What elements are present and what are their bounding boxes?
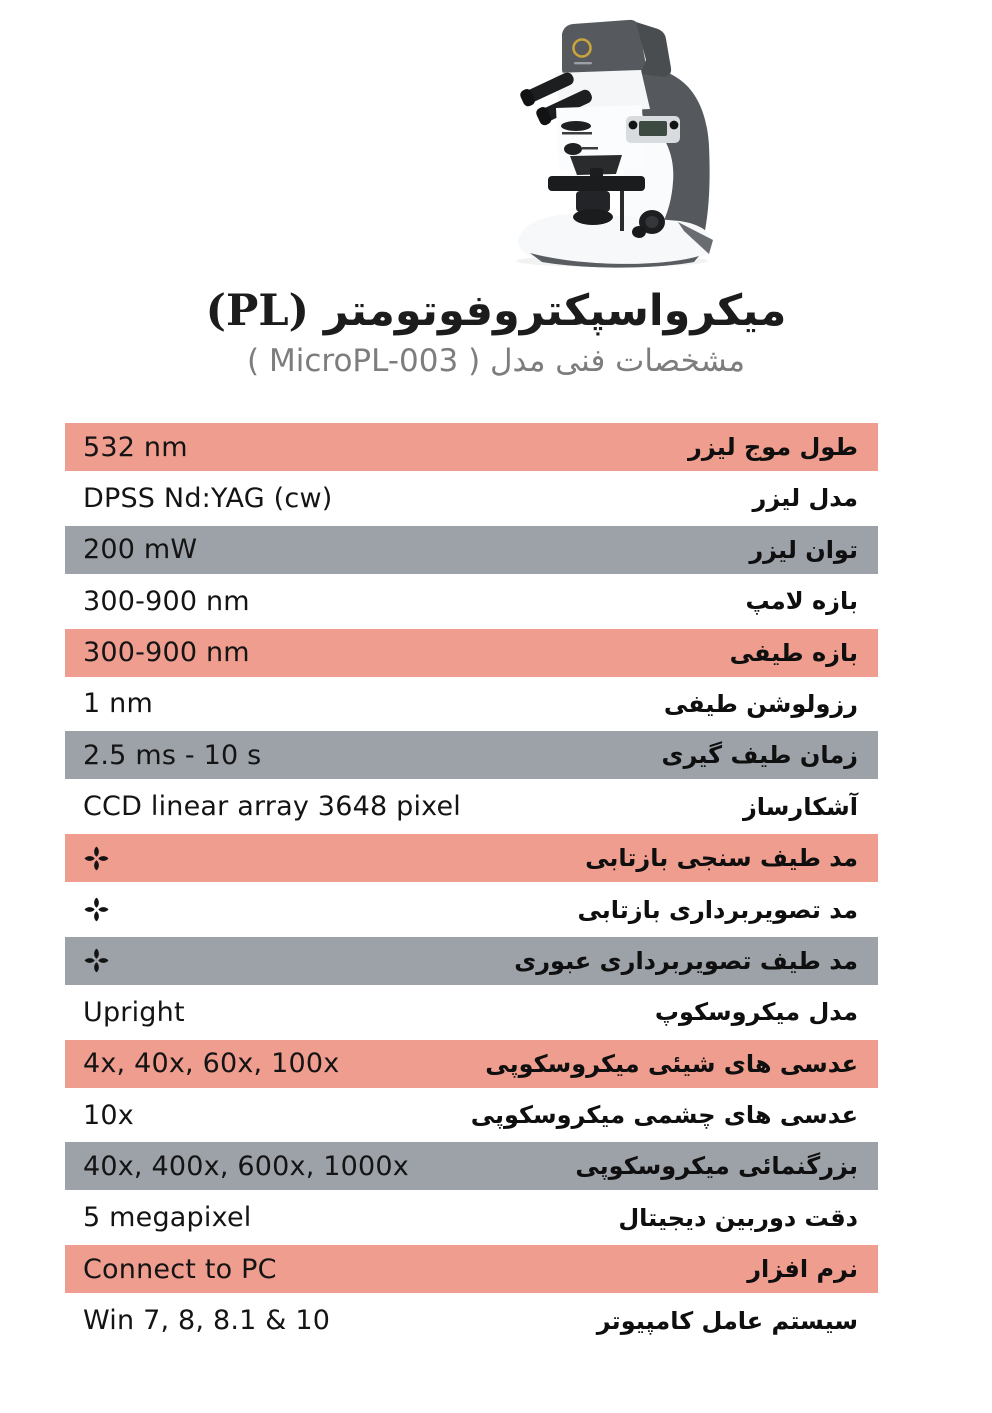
focus-knob-inner (646, 216, 659, 228)
knob-small (564, 143, 582, 155)
spec-row (65, 731, 878, 779)
spec-label: رزولوشن طیفی (663, 689, 858, 718)
spec-value-cell (83, 896, 110, 923)
spec-value-cell (83, 997, 185, 1028)
spec-row (65, 834, 878, 882)
spec-label: بازه طیفی (729, 638, 858, 667)
spec-value: 300-900 nm (83, 637, 250, 669)
stage (548, 176, 645, 191)
spec-row (65, 1142, 878, 1190)
spec-value-cell (83, 1305, 330, 1336)
condenser-knob (573, 209, 613, 225)
spec-value: 10x (83, 1099, 134, 1131)
spec-label: آشکارساز (742, 792, 858, 821)
spec-label: بازه لامپ (745, 587, 858, 616)
spec-row (65, 474, 878, 522)
spec-label: مد طیف سنجی بازتابی (585, 844, 858, 873)
spec-value-cell (83, 1048, 339, 1079)
spec-label: عدسی های شیئی میکروسکوپی (485, 1049, 858, 1078)
spec-row (65, 886, 878, 934)
spec-label: سیستم عامل کامپیوتر (596, 1306, 858, 1335)
spec-table (65, 423, 878, 1348)
product-image (500, 14, 720, 270)
spec-row (65, 423, 878, 471)
lcd-panel (626, 116, 680, 143)
spec-label: دقت دوربین دیجیتال (618, 1203, 858, 1232)
spec-row (65, 1194, 878, 1242)
spec-value-cell (83, 1151, 409, 1182)
spec-row (65, 988, 878, 1036)
spec-label: مدل میکروسکوپ (654, 998, 858, 1027)
spec-value-cell (83, 483, 332, 514)
spec-row (65, 680, 878, 728)
spec-value-cell (83, 637, 250, 668)
spec-value: 40x, 400x, 600x, 1000x (83, 1150, 409, 1182)
four-petal-asterisk-icon (83, 947, 110, 974)
upright-microscope-image (500, 14, 720, 270)
spec-row (65, 1297, 878, 1345)
spec-row (65, 1091, 878, 1139)
spec-value-cell (83, 947, 110, 974)
spec-row (65, 937, 878, 985)
stage-rod (620, 191, 624, 231)
spec-row (65, 629, 878, 677)
condenser (576, 191, 610, 212)
four-petal-asterisk-icon (83, 845, 110, 872)
spec-label: مد طیف تصویربرداری عبوری (514, 946, 858, 975)
spec-value-cell (83, 432, 188, 463)
spec-value: 200 mW (83, 534, 198, 566)
spec-value: CCD linear array 3648 pixel (83, 791, 462, 823)
fine-focus-knob (632, 226, 646, 238)
spec-label: توان لیزر (749, 535, 858, 564)
spec-row (65, 1245, 878, 1293)
spec-value-cell (83, 586, 250, 617)
spec-value-cell (83, 1254, 277, 1285)
spec-row (65, 1040, 878, 1088)
spec-value: Upright (83, 996, 185, 1028)
spec-value-cell (83, 1202, 251, 1233)
spec-value: 2.5 ms - 10 s (83, 739, 262, 771)
spec-value: Connect to PC (83, 1253, 277, 1285)
spec-value: DPSS Nd:YAG (cw) (83, 482, 333, 514)
spec-value-cell (83, 845, 110, 872)
spec-value: 300-900 nm (83, 585, 250, 617)
spec-label: طول موج لیزر (688, 433, 858, 461)
spec-value: Win 7, 8, 8.1 & 10 (83, 1305, 331, 1337)
spec-value-cell (83, 534, 197, 565)
spec-value-cell (83, 688, 153, 719)
header (0, 282, 992, 382)
spec-value: 532 nm (83, 431, 188, 463)
page-title: میکرواسپکتروفوتومتر (PL) (205, 286, 787, 336)
spec-label: بزرگنمائی میکروسکوپی (575, 1152, 858, 1181)
knob (561, 121, 591, 131)
spec-value: 4x, 40x, 60x, 100x (83, 1048, 340, 1080)
spec-value: 5 megapixel (83, 1202, 252, 1234)
page-subtitle: مشخصات فنی مدل ( MicroPL-003 ) (247, 343, 745, 379)
spec-label: زمان طیف گیری (661, 741, 858, 770)
spec-value: 1 nm (83, 688, 153, 720)
spec-label: مد تصویربرداری بازتابی (577, 895, 858, 924)
four-petal-asterisk-icon (83, 896, 110, 923)
spec-row (65, 783, 878, 831)
spec-label: نرم افزار (747, 1255, 858, 1284)
knob-stem (582, 147, 598, 150)
spec-value-cell (83, 1100, 134, 1131)
spec-label: عدسی های چشمی میکروسکوپی (470, 1101, 858, 1130)
knob-line (562, 132, 592, 135)
spec-value-cell (83, 791, 461, 822)
spec-value-cell (83, 740, 261, 771)
spec-row (65, 526, 878, 574)
camera-label (574, 62, 592, 64)
spec-row (65, 577, 878, 625)
spec-label: مدل لیزر (752, 484, 858, 513)
